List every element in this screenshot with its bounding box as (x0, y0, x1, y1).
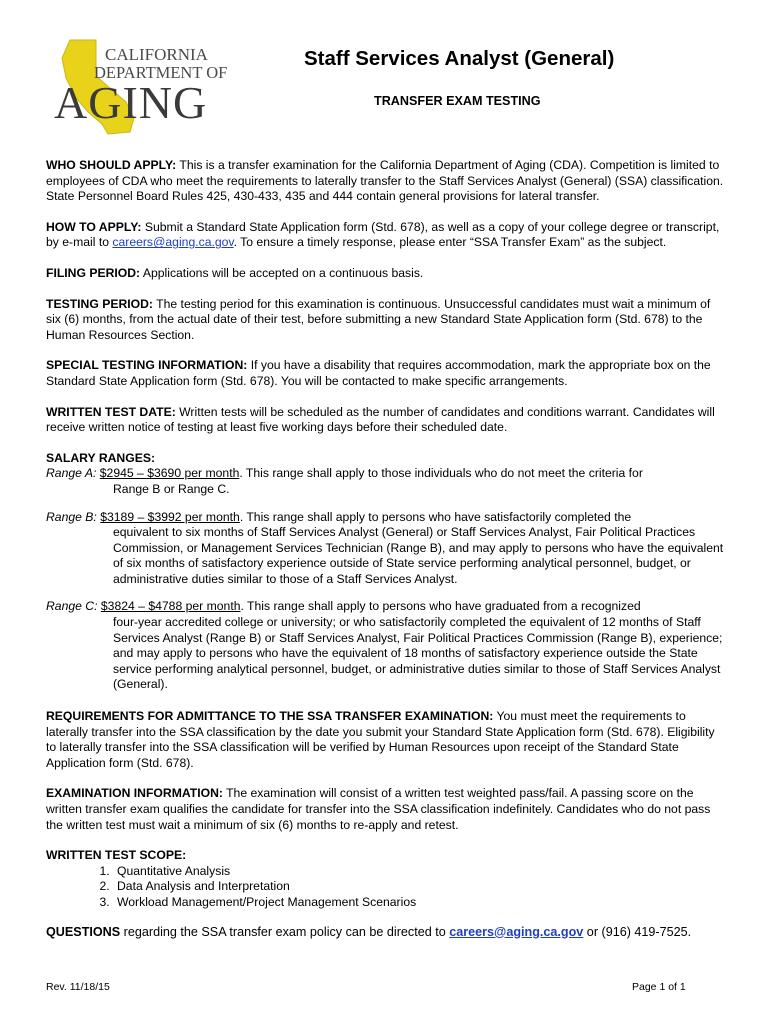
special-testing-section (46, 358, 726, 389)
section-text: The testing period for this examination is continuous. Unsuccessful candidates must wait a minimum of six (6) months, from the actual date of their test, before submitting a new Standard State Application form (Std. 678) to the Human Resources Section. (46, 296, 711, 342)
logo-line1: CALIFORNIA (105, 45, 208, 64)
written-test-date-section (46, 405, 726, 436)
scope-list (46, 864, 726, 911)
section-label: FILING PERIOD: (46, 265, 141, 280)
list-item: 1. Quantitative Analysis (113, 864, 726, 880)
section-label (46, 848, 726, 864)
section-text: Submit a Standard State Application form (Std. 678), as well as a copy of your college degree or transcript, by e-mail to (46, 219, 720, 250)
section-label: WRITTEN TEST DATE: (46, 404, 176, 419)
testing-period-section (46, 297, 726, 344)
range-continuation: equivalent to six months of Staff Services Analyst (General) or Staff Services Analyst, Fair Political Practices Commission, or Management Services Technician (Range B), and may apply to persons who have the equivalent of six months of satisfactory experience outside of State service performing analytical personnel, budget, or administrative duties similar to those of a Staff Services Analyst. (113, 525, 724, 586)
filing-period-section (46, 266, 726, 282)
logo-line2: DEPARTMENT OF (94, 63, 228, 82)
section-label: EXAMINATION INFORMATION: (46, 786, 223, 801)
how-to-apply-section (46, 220, 726, 251)
list-item: 2. Data Analysis and Interpretation (113, 879, 726, 895)
section-text: . To ensure a timely response, please enter “SSA Transfer Exam” as the subject. (233, 235, 667, 250)
cda-logo (48, 38, 228, 138)
range-text: . This range shall apply to those individuals who do not meet the criteria for (239, 466, 643, 481)
salary-range-c (46, 599, 726, 693)
salary-range-b (46, 510, 726, 588)
range-name: Range C: (46, 599, 98, 614)
range-first-line (46, 466, 726, 482)
page-number: Page 1 of 1 (632, 981, 686, 993)
section-label: REQUIREMENTS FOR ADMITTANCE TO THE SSA TRANSFER EXAMINATION: (46, 709, 494, 724)
salary-ranges-section (46, 451, 726, 693)
range-text: . This range shall apply to persons who have graduated from a recognized (240, 599, 641, 614)
range-name: Range B: (46, 509, 97, 524)
range-amount: $3824 – $4788 per month (100, 599, 241, 614)
document-body (46, 158, 726, 955)
section-label: TESTING PERIOD: (46, 296, 153, 311)
section-text: You must meet the requirements to laterally transfer into the SSA classification by the date you submit your Standard State Application form (Std. 678). Eligibility to laterally transfer into the SSA classification will be verified by Human Resources upon receipt of the Standard State Application form (Std. 678). (46, 709, 715, 770)
section-label: SPECIAL TESTING INFORMATION: (46, 358, 248, 373)
careers-email-link[interactable]: careers@aging.ca.gov (449, 924, 584, 939)
who-should-apply-section (46, 158, 726, 205)
questions-section (46, 925, 726, 941)
section-text: The examination will consist of a written test weighted pass/fail. A passing score on the written transfer exam qualifies the candidate for transfer into the SSA classification indefinitely. Candidates who do not pass the written test must wait a minimum of six (6) months to re-apply and retest. (46, 786, 711, 832)
list-item: 3. Workload Management/Project Management Scenarios (113, 895, 726, 911)
section-label (46, 451, 726, 467)
section-text: regarding the SSA transfer exam policy can be directed to (120, 924, 450, 939)
careers-email-link[interactable]: careers@aging.ca.gov (112, 235, 234, 250)
section-label: QUESTIONS (46, 924, 121, 939)
range-text: . This range shall apply to persons who have satisfactorily completed the (239, 509, 632, 524)
section-text: If you have a disability that requires accommodation, mark the appropriate box on the Standard State Application form (Std. 678). You will be contacted to make specific arrangements. (46, 358, 711, 388)
range-first-line (46, 599, 726, 615)
salary-label: SALARY RANGES: (46, 450, 156, 465)
logo-line3: AGING (54, 77, 208, 128)
section-label: WHO SHOULD APPLY: (46, 158, 177, 172)
examination-information-section (46, 786, 726, 833)
california-state-icon (48, 38, 228, 138)
range-first-line (46, 510, 726, 526)
section-label: HOW TO APPLY: (46, 219, 142, 234)
salary-range-a (46, 466, 726, 497)
range-amount: $3189 – $3992 per month (100, 509, 240, 524)
page-subtitle: TRANSFER EXAM TESTING (374, 94, 541, 108)
section-text: This is a transfer examination for the California Department of Aging (CDA). Competition is limited to employees of CDA who meet the requirements to laterally transfer to the Staff Services Analyst (General) (SSA) classification. State Personnel Board Rules 425, 430-433, 435 and 444 contain general provisions for lateral transfer. (46, 158, 724, 204)
range-amount: $2945 – $3690 per month (99, 466, 240, 481)
scope-label: WRITTEN TEST SCOPE: (46, 848, 187, 863)
range-continuation: four-year accredited college or university; or who satisfactorily completed the equivalent of 12 months of Staff Services Analyst (Range B) or Staff Services Analyst, Fair Political Practices Commission (Range B), experience; and may apply to persons who have the equivalent of 18 months of satisfactory experience outside the State service performing analytical personnel, budget, or administrative duties similar to those of Staff Services Analyst (General). (113, 615, 723, 692)
section-text: or (916) 419-7525. (583, 924, 692, 939)
range-continuation: Range B or Range C. (113, 481, 230, 496)
section-text: Written tests will be scheduled as the number of candidates and conditions warrant. Candidates will receive written notice of testing at least five working days before their scheduled date. (46, 404, 715, 435)
requirements-section (46, 709, 726, 771)
revision-date: Rev. 11/18/15 (46, 981, 110, 993)
page-title: Staff Services Analyst (General) (304, 47, 615, 70)
written-test-scope-section (46, 848, 726, 910)
range-name: Range A: (46, 466, 97, 481)
section-text: Applications will be accepted on a continuous basis. (140, 265, 424, 280)
